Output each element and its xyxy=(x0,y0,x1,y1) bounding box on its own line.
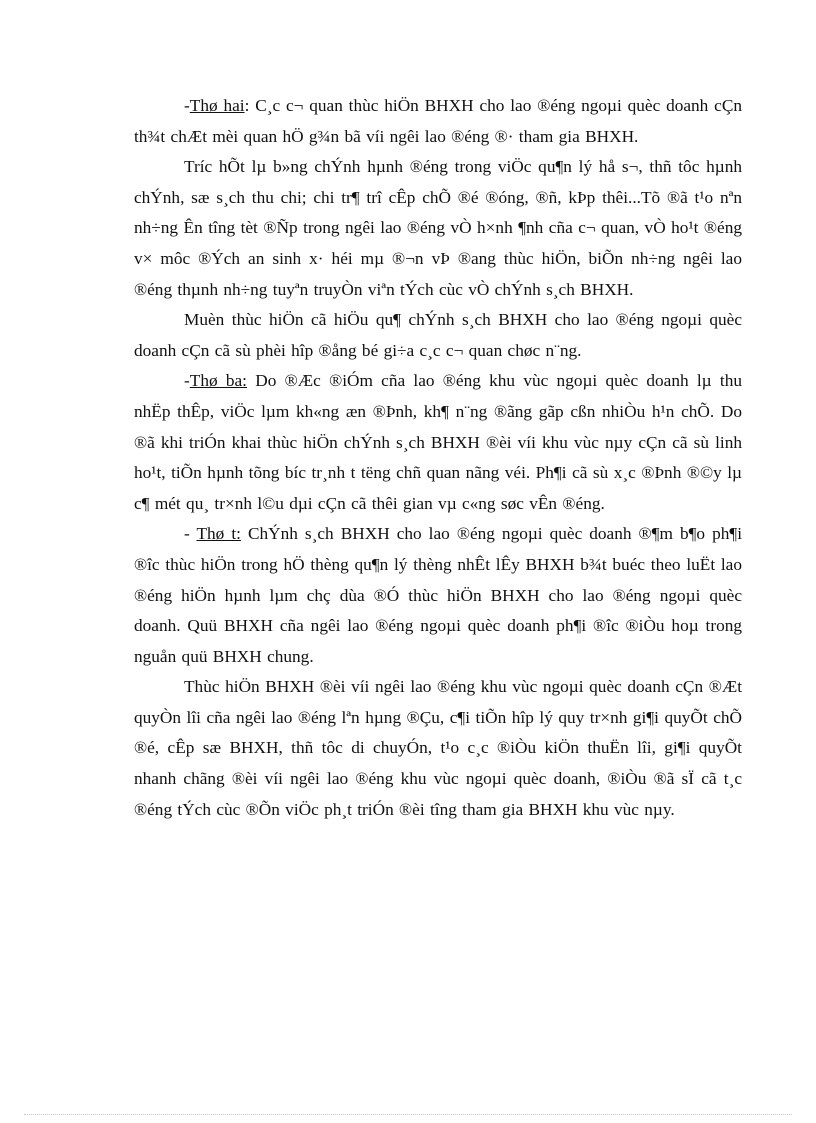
page-bottom-rule xyxy=(24,1114,792,1115)
heading-thu-ba: Thø ba: xyxy=(189,371,247,391)
paragraph-text: : C¸c c¬ quan thùc hiÖn BHXH cho lao ®éng ngoµi quèc doanh cÇn th¾t chÆt mèi quan hÖ g¾n bã víi ngêi lao ®éng ®· tham gia BHXH. xyxy=(134,96,742,146)
paragraph-thu-tu xyxy=(134,519,742,672)
paragraph-truoc-het xyxy=(134,152,742,305)
paragraph-lead: - xyxy=(184,96,190,115)
paragraph-text: Do ®Æc ®iÓm cña lao ®éng khu vùc ngoµi quèc doanh lµ thu nhËp thÊp, viÖc lµm kh«ng æn ®Þnh, kh¶ n¨ng ®ãng gãp cßn nhiÒu h¹n chÕ. Do ®ã khi triÓn khai thùc hiÖn chÝnh s¸ch BHXH ®èi víi khu vùc nµy cÇn cã sù linh ho¹t, tiÕn hµnh tõng bíc tr¸nh t tëng chñ quan nãng véi. Ph¶i cã sù x¸c ®Þnh ®©y lµ c¶ mét qu¸ tr×nh l©u dµi cÇn cã thêi gian vµ c«ng søc vÊn ®éng. xyxy=(134,371,742,513)
paragraph-lead: - xyxy=(184,371,190,391)
paragraph-thu-hai xyxy=(134,91,742,152)
paragraph-text: Muèn thùc hiÖn cã hiÖu qu¶ chÝnh s¸ch BHXH cho lao ®éng ngoµi quèc doanh cÇn cã sù phèi hîp ®ång bé gi÷a c¸c c¬ quan chøc n¨ng. xyxy=(134,310,742,360)
paragraph-text: Tríc hÕt lµ b»ng chÝnh hµnh ®éng trong viÖc qu¶n lý hå s¬, thñ tôc hµnh chÝnh, sæ s¸ch thu chi; chi tr¶ trî cÊp chÕ ®é ®óng, ®ñ, kÞp thêi...Tõ ®ã t¹o nªn nh÷ng Ên tîng tèt ®Ñp trong ngêi lao ®éng vÒ h×nh ¶nh cña c¬ quan, vÒ ho¹t ®éng v× môc ®Ých an sinh x· héi mµ ®¬n vÞ ®ang thùc hiÖn, biÕn nh÷ng ngêi lao ®éng thµnh nh÷ng tuyªn truyÒn viªn tÝch cùc vÒ chÝnh s¸ch BHXH. xyxy=(134,157,742,299)
paragraph-text: ChÝnh s¸ch BHXH cho lao ®éng ngoµi quèc doanh ®¶m b¶o ph¶i ®îc thùc hiÖn trong hÖ thèng qu¶n lý thèng nhÊt lÊy BHXH b¾t buéc theo luËt lao ®éng hiÖn hµnh lµm chç dùa ®Ó thùc hiÖn BHXH cho lao ®éng ngoµi quèc doanh. Quü BHXH cña ngêi lao ®éng ngoµi quèc doanh ph¶i ®îc ®iÒu hoµ trong nguån quü BHXH chung. xyxy=(134,524,742,666)
paragraph-muon-thuc-hien xyxy=(134,305,742,366)
paragraph-lead: - xyxy=(184,524,197,544)
document-body xyxy=(134,91,742,825)
paragraph-text: Thùc hiÖn BHXH ®èi víi ngêi lao ®éng khu vùc ngoµi quèc doanh cÇn ®Æt quyÒn lîi cña ngêi lao ®éng lªn hµng ®Çu, c¶i tiÕn hîp lý quy tr×nh gi¶i quyÕt chÕ ®é, cÊp sæ BHXH, thñ tôc di chuyÓn, t¹o c¸c ®iÒu kiÖn thuËn lîi, gi¶i quyÕt nhanh chãng ®èi víi ngêi lao ®éng khu vùc ngoµi quèc doanh, ®iÒu ®ã sÏ cã t¸c ®éng tÝch cùc ®Õn viÖc ph¸t triÓn ®èi tîng tham gia BHXH khu vùc nµy. xyxy=(134,677,742,819)
heading-thu-tu: Thø t: xyxy=(196,524,241,544)
paragraph-thu-ba xyxy=(134,366,742,519)
paragraph-thuc-hien-bhxh xyxy=(134,672,742,825)
heading-thu-hai: Thø hai xyxy=(189,96,245,115)
